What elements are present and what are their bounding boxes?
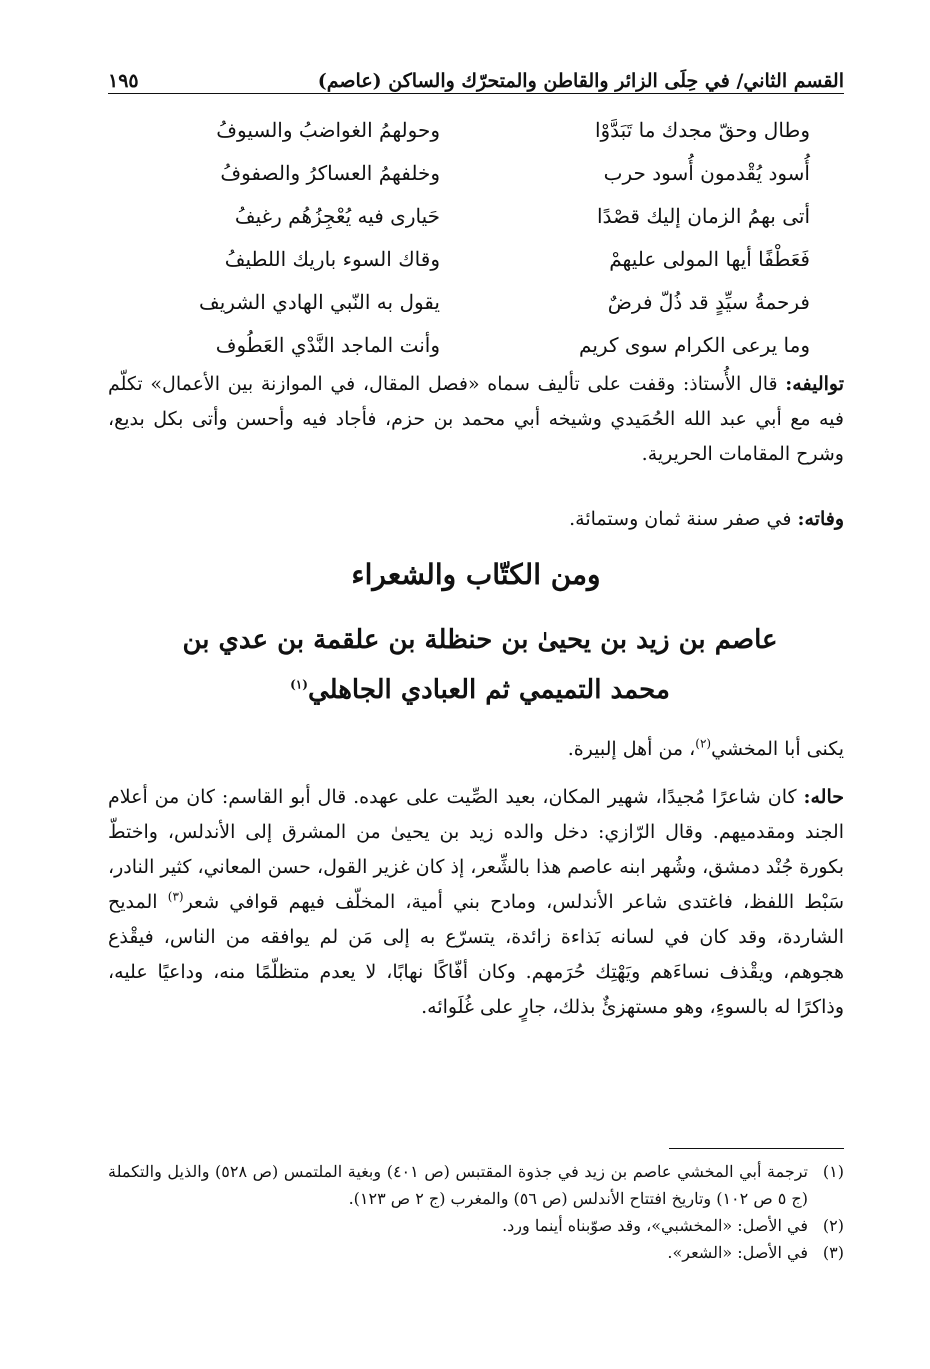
- death-text: في صفر سنة ثمان وستمائة.: [569, 508, 792, 530]
- footnote: [108, 1158, 844, 1212]
- verse-second-hemistich: يقول به النّبي الهادي الشريف: [199, 289, 440, 314]
- verse-second-hemistich: وأنت الماجد النَّدْي العَطُوف: [215, 332, 440, 357]
- footnote-number: (١): [822, 1162, 844, 1181]
- biography-title-line: عاصم بن زيد بن يحيىٰ بن حنظلة بن علقمة بن عدي بن: [182, 625, 778, 655]
- status-label: حاله:: [803, 786, 844, 808]
- verse-first-hemistich: فَعَطْفًا أيها المولى عليهمْ: [609, 246, 810, 271]
- footnotes: [108, 1158, 844, 1266]
- biography-title-line: [130, 665, 830, 715]
- poem-verse: [140, 108, 810, 151]
- verse-second-hemistich: وقاك السوء باريك اللطيفُ: [224, 246, 440, 271]
- status-paragraph: [108, 780, 844, 1025]
- footnote: [108, 1239, 844, 1266]
- works-paragraph: [108, 367, 844, 472]
- poem-verse: [140, 280, 810, 323]
- kunya-text: يكنى أبا المخشي: [711, 738, 844, 760]
- running-header: [108, 58, 844, 92]
- death-label: وفاته:: [797, 508, 844, 530]
- header-rule: [108, 93, 844, 94]
- footnote-number: (٣): [822, 1243, 844, 1262]
- footnote-number: (٢): [822, 1216, 844, 1235]
- footnote-ref: (١): [290, 677, 308, 692]
- verse-first-hemistich: أتى بهمُ الزمان إليك قصْدًا: [597, 203, 810, 228]
- footnote-text: ترجمة أبي المخشي عاصم بن زيد في جذوة المقتبس (ص ٤٠١) وبغية الملتمس (ص ٥٢٨) والذيل والتكملة (ج ٥ ص ١٠٢) وتاريخ افتتاح الأندلس (ص ٥٦) والمغرب (ج ٢ ص ١٢٣).: [108, 1162, 809, 1208]
- footnote-text: في الأصل: «الشعر».: [667, 1243, 808, 1262]
- poem-verse: [140, 151, 810, 194]
- verse-first-hemistich: أُسود يُقْدمون أُسود حرب: [603, 160, 810, 185]
- footnote-ref: (٣): [167, 889, 184, 904]
- footnote: [108, 1212, 844, 1239]
- poem-verse: [140, 237, 810, 280]
- poem-verse: [140, 323, 810, 366]
- kunya-text-end: ، من أهل إلبيرة.: [567, 738, 696, 760]
- status-text-end: المديح الشاردة، وقد كان في لسانه بَذاءة زائدة، يتسرّع به إلى مَن لم يوافقه من الناس، فيقْذع هجوهم، ويقْذف نساءَهم ويَهْتِك حُرَمهم. وكان أفّاكًا نهابًا، لا يعدم متظلّمًا منه، وداعيًا عليه، وذاكرًا له بالسوءِ، وهو مستهزئٌ بذلك، جارٍ على غُلَوائه.: [108, 891, 844, 1018]
- footnote-rule: [669, 1148, 844, 1149]
- section-title: ومن الكتّاب والشعراء: [351, 558, 601, 591]
- verse-first-hemistich: فرحمةُ سيِّدٍ قد ذُلّ فرضٌ: [607, 289, 810, 314]
- poem: [140, 108, 810, 366]
- verse-first-hemistich: وطال وحقّ مجدك ما تَبَدَّوْا: [594, 117, 810, 142]
- verse-second-hemistich: وخلفهمُ العساكرُ والصفوفُ: [220, 160, 440, 185]
- works-label: تواليفه:: [785, 373, 844, 395]
- kunya-paragraph: [108, 732, 844, 767]
- works-text: قال الأُستاذ: وقفت على تأليف سماه «فصل المقال، في الموازنة بين الأعمال» تكلّم فيه مع أبي عبد الله الحُمَيدي وشيخه أبي محمد بن حزم، فأجاد فيه وأحسن وأتى بكل بديع، وشرح المقامات الحريرية.: [108, 373, 844, 465]
- page-number: ١٩٥: [108, 70, 139, 92]
- poem-verse: [140, 194, 810, 237]
- death-paragraph: [108, 502, 844, 537]
- header-title: القسم الثاني/ في حِلَى الزائر والقاطن والمتحرّك والساكن (عاصم): [317, 70, 844, 92]
- footnote-text: في الأصل: «المخشبي»، وقد صوّبناه أينما ورد.: [502, 1216, 808, 1235]
- verse-second-hemistich: وحولهمُ الغواضبُ والسيوفُ: [216, 117, 440, 142]
- biography-title: [130, 615, 830, 715]
- footnote-ref: (٢): [695, 736, 712, 751]
- verse-second-hemistich: حَيارى فيه يُعْجِزُهُم رغيفُ: [234, 203, 440, 228]
- verse-first-hemistich: وما يرعى الكرام سوى كريم: [579, 332, 810, 357]
- status-text: كان شاعرًا مُجيدًا، شهير المكان، بعيد الصِّيت على عهده. قال أبو القاسم: كان من أعلام الجند ومقدميهم. وقال الرّازي: دخل والده زيد بن يحيىٰ من المشرق إلى الأندلس، واختطّ بكورة جُنْد دمشق، وشُهر ابنه عاصم هذا بالشِّعر، إذ كان غزير القول، حسن المعاني، كثير النادر، سَبْط اللفظ، فاغتدى شاعر الأندلس، ومادح بني أمية، المخلّف فيهم قوافي شعر: [108, 786, 844, 913]
- biography-title-text: محمد التميمي ثم العبادي الجاهلي: [307, 675, 670, 705]
